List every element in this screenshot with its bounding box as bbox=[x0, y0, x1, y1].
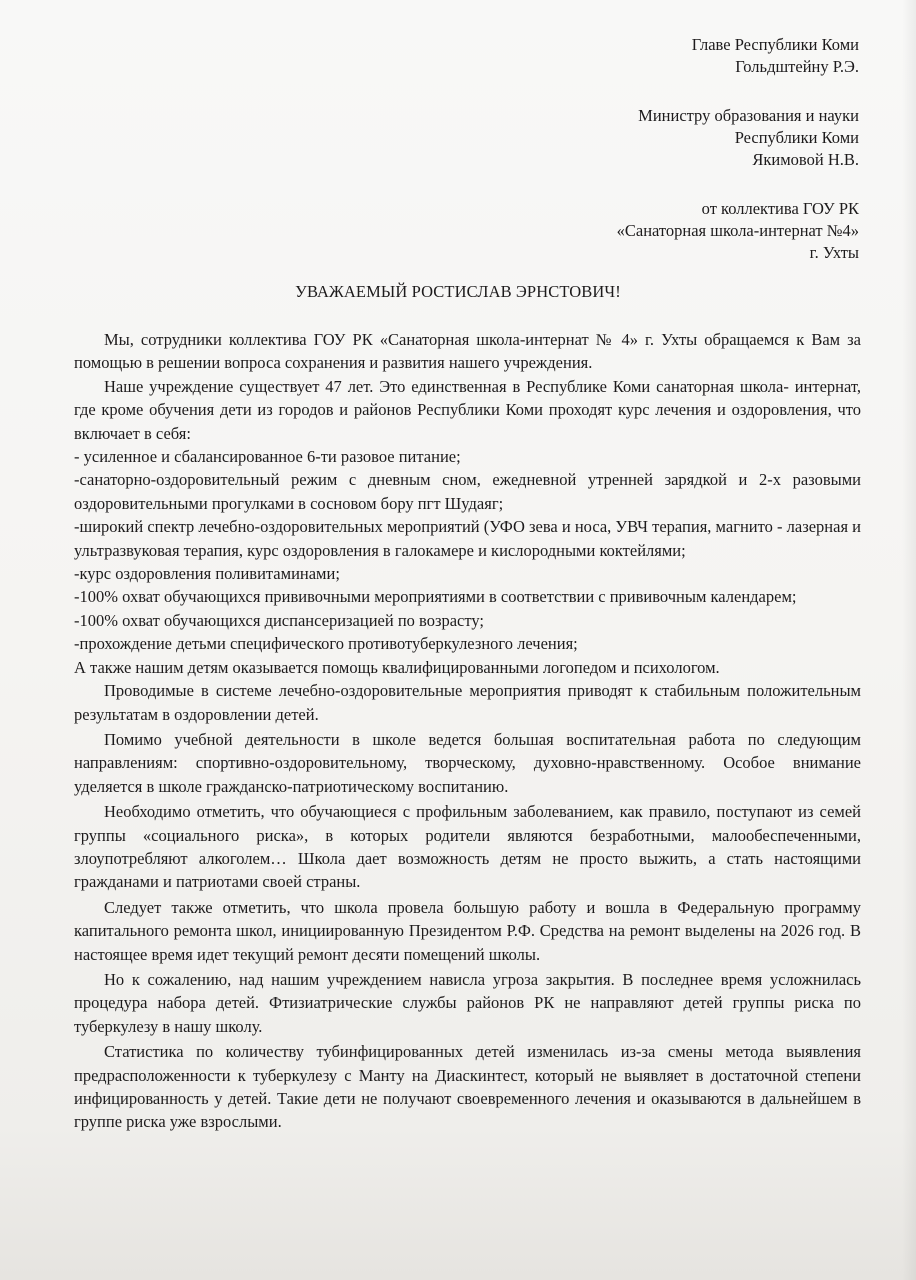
addressee-head-of-republic bbox=[617, 34, 859, 78]
sender-block bbox=[617, 198, 859, 264]
sender-line: от коллектива ГОУ РК bbox=[701, 199, 859, 218]
paragraph-threat: Но к сожалению, над нашим учреждением нависла угроза закрытия. В последнее время усложнилась процедура набора детей. Фтизиатрические службы районов РК не направляют детей группы риска по туберкулезу в нашу школу. bbox=[74, 969, 861, 1036]
paragraph-specialists: А также нашим детям оказывается помощь квалифицированными логопедом и психологом. bbox=[74, 657, 720, 677]
addressee-line: Главе Республики Коми bbox=[691, 35, 859, 54]
paragraph-upbringing: Помимо учебной деятельности в школе ведется большая воспитательная работа по следующим направлениям: спортивно-оздоровительному, творческому, духовно-нравственному. Особое внимание уделяется в школе гражданско-патриотическому воспитанию. bbox=[74, 729, 861, 796]
sender-line: г. Ухты bbox=[809, 243, 859, 262]
sender-line: «Санаторная школа-интернат №4» bbox=[616, 221, 859, 240]
paragraph-intro: Мы, сотрудники коллектива ГОУ РК «Санаторная школа-интернат № 4» г. Ухты обращаемся к Вам за помощью в решении вопроса сохранения и развития нашего учреждения. bbox=[74, 330, 861, 373]
addressee-block bbox=[617, 34, 859, 291]
paragraph-social: Необходимо отметить, что обучающиеся с профильным заболеванием, как правило, поступают из семей группы «социального риска», в которых родители являются безработными, малообеспеченными, злоупотребляют алкоголем… Школа дает возможность детям не просто выжить, а стать настоящими гражданами и патриотами своей страны. bbox=[74, 802, 861, 892]
paragraph-results: Проводимые в системе лечебно-оздоровительные мероприятия приводят к стабильным положительным результатам в оздоровлении детей. bbox=[74, 681, 861, 724]
list-item: -санаторно-оздоровительный режим с дневным сном, ежедневной утренней зарядкой и 2-х разовыми оздоровительными прогулками в сосновом бору пгт Шудаяг; bbox=[74, 470, 861, 513]
salutation: УВАЖАЕМЫЙ РОСТИСЛАВ ЭРНСТОВИЧ! bbox=[295, 282, 621, 301]
list-item: -широкий спектр лечебно-оздоровительных мероприятий (УФО зева и носа, УВЧ терапия, магнито - лазерная и ультразвуковая терапия, курс оздоровления в галокамере и кислородными коктейлями; bbox=[74, 517, 861, 560]
list-item: -курс оздоровления поливитаминами; bbox=[74, 564, 340, 584]
addressee-line: Якимовой Н.В. bbox=[752, 150, 859, 169]
addressee-line: Гольдштейну Р.Э. bbox=[735, 57, 859, 76]
paragraph-statistics: Статистика по количеству тубинфицированных детей изменилась из-за смены метода выявления предрасположенности к туберкулезу с Манту на Диаскинтест, который не выявляет в достаточной степени инфицированность у детей. Такие дети не получают своевременного лечения и оказываются в дальнейшем в группе риска уже взрослыми. bbox=[74, 1042, 861, 1132]
list-item: -100% охват обучающихся прививочными мероприятиями в соответствии с прививочным календарем; bbox=[74, 587, 797, 607]
addressee-minister bbox=[617, 105, 859, 171]
list-item: -прохождение детьми специфического противотуберкулезного лечения; bbox=[74, 634, 578, 654]
addressee-line: Республики Коми bbox=[734, 128, 859, 147]
list-item: - усиленное и сбалансированное 6-ти разовое питание; bbox=[74, 447, 461, 467]
letter-body bbox=[74, 328, 861, 1134]
paragraph-repair: Следует также отметить, что школа провела большую работу и вошла в Федеральную программу капитального ремонта школ, инициированную Президентом Р.Ф. Средства на ремонт выделены на 2026 год. В настоящее время идет текущий ремонт десяти помещений школы. bbox=[74, 897, 861, 964]
addressee-line: Министру образования и науки bbox=[638, 106, 859, 125]
list-item: -100% охват обучающихся диспансеризацией по возрасту; bbox=[74, 610, 484, 630]
paragraph-about: Наше учреждение существует 47 лет. Это единственная в Республике Коми санаторная школа- интернат, где кроме обучения дети из городов и районов Республики Коми проходят курс лечения и оздоровления, что включает в себя: bbox=[74, 376, 861, 443]
